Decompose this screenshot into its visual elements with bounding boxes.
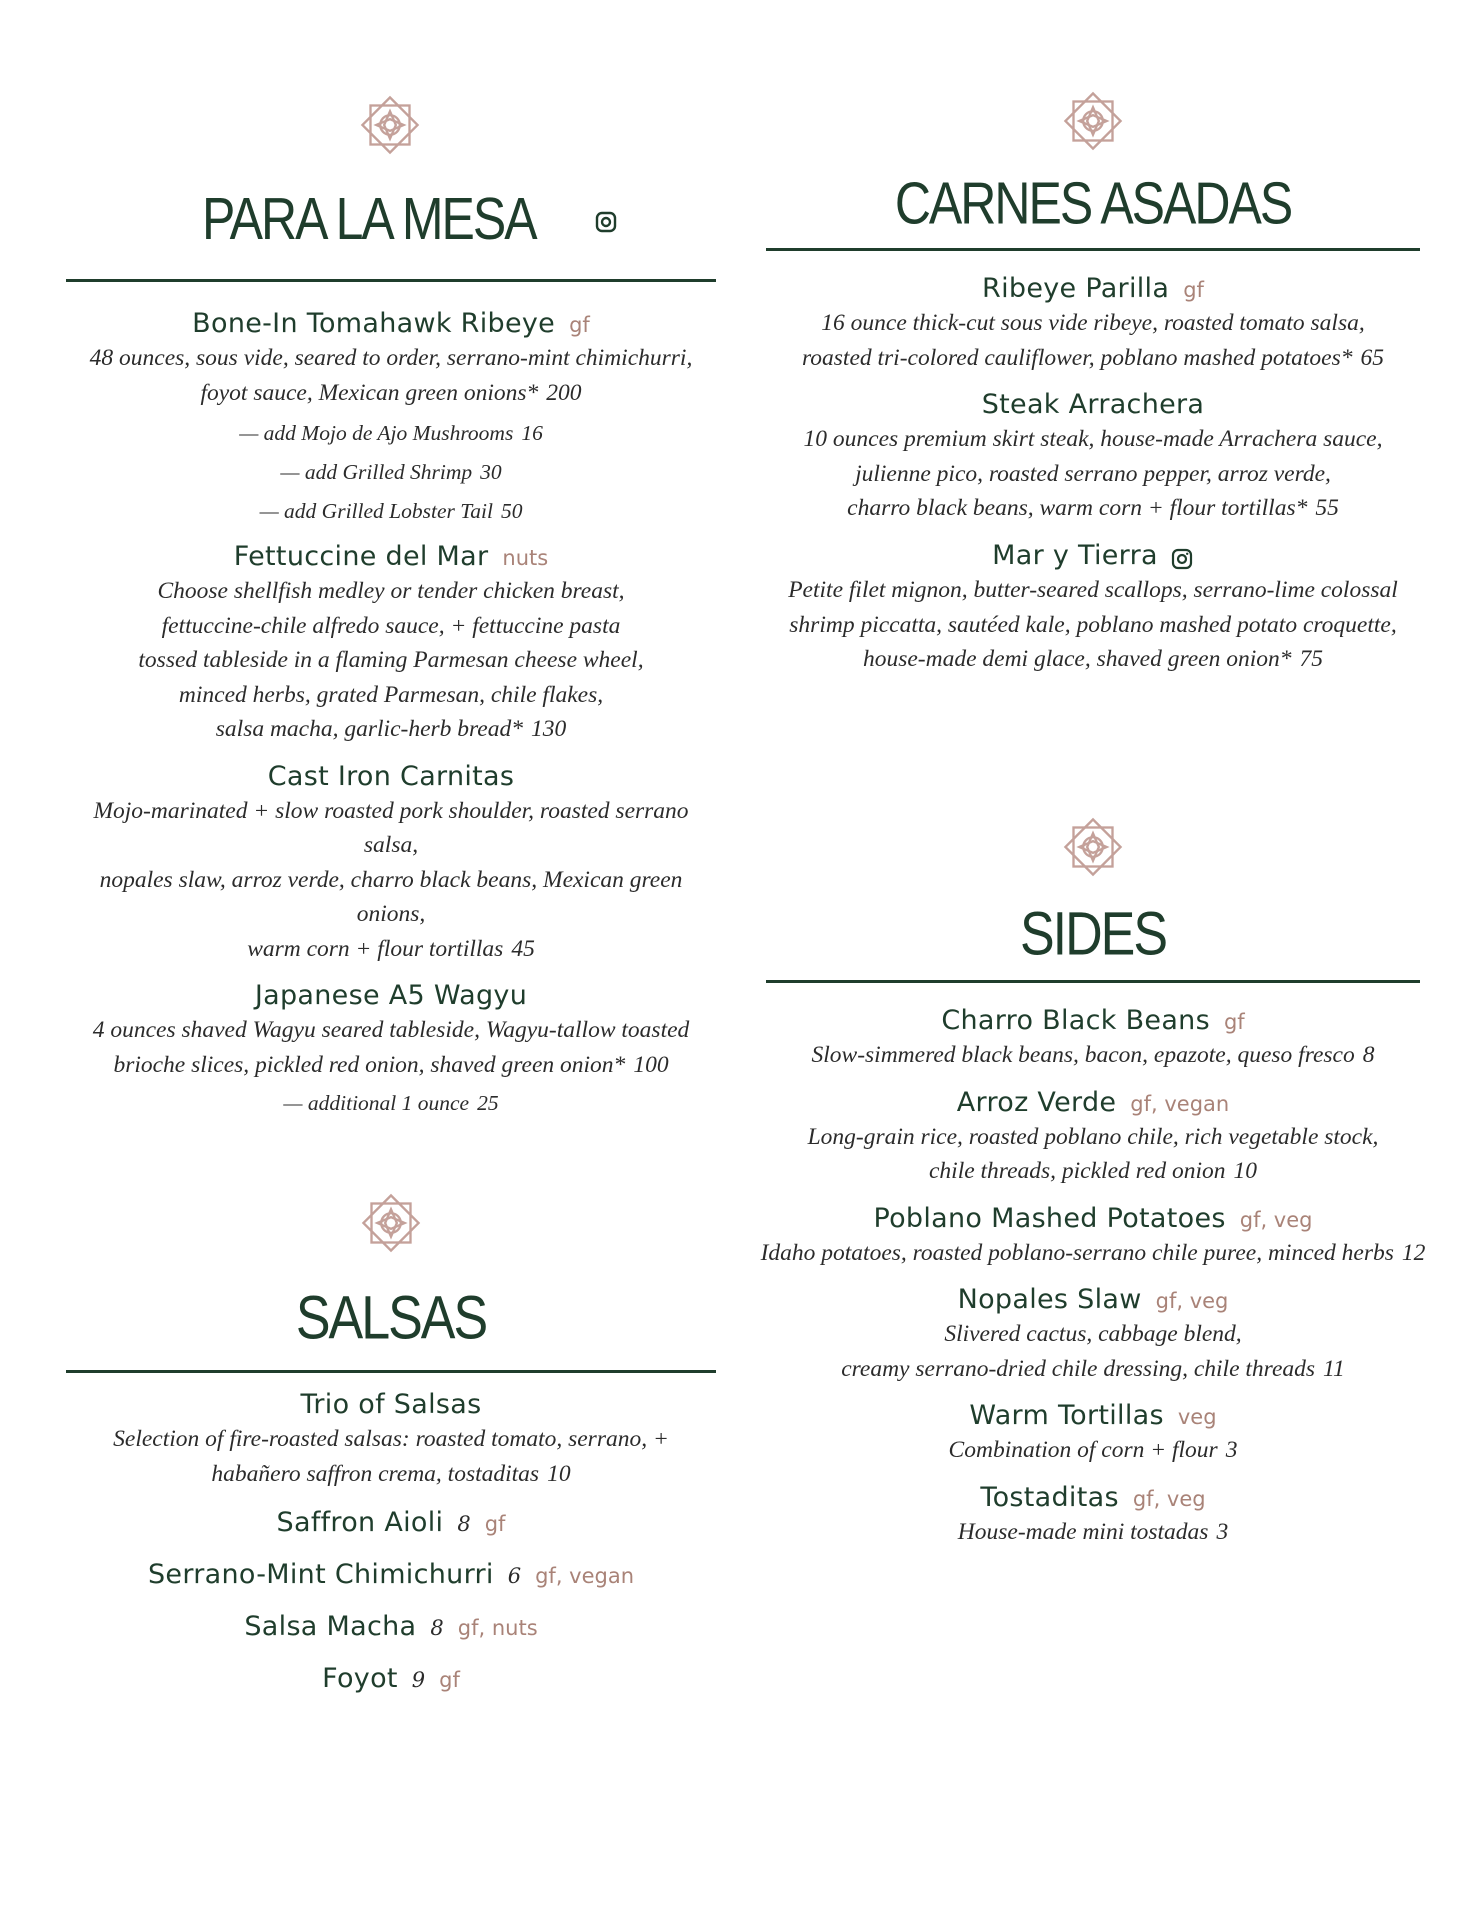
menu-item-steak-arrachera — [766, 389, 1420, 526]
menu-item-serrano-mint-chimichurri — [66, 1559, 716, 1590]
menu-item-charro-black-beans — [766, 1005, 1420, 1073]
item-price: 12 — [1401, 1239, 1426, 1266]
diet-tag: gf, veg — [1155, 1289, 1229, 1313]
desc-line: nopales slaw, arroz verde, charro black beans, Mexican green onions, — [99, 866, 683, 927]
desc-line: Petite filet mignon, butter-seared scallops, serrano-lime colossal — [788, 577, 1398, 603]
diet-tag: gf — [1223, 1010, 1245, 1034]
item-name: Saffron Aioli — [276, 1507, 444, 1538]
item-name: Warm Tortillas — [969, 1400, 1164, 1431]
menu-item-salsa-macha — [66, 1611, 716, 1642]
diet-tag: gf — [439, 1668, 460, 1692]
addon-line — [66, 492, 716, 531]
instagram-icon[interactable] — [1170, 547, 1194, 571]
item-price: 100 — [633, 1051, 669, 1078]
item-name: Steak Arrachera — [981, 389, 1205, 420]
instagram-icon[interactable] — [594, 210, 618, 234]
menu-item-arroz-verde — [766, 1087, 1420, 1189]
emblem-icon — [352, 1184, 430, 1262]
item-description — [746, 1236, 1440, 1271]
menu-item-trio-of-salsas — [66, 1389, 716, 1491]
item-name: Cast Iron Carnitas — [267, 760, 515, 792]
emblem-icon — [1054, 808, 1132, 886]
desc-line: 48 ounces, sous vide, seared to order, serrano-mint chimichurri, — [89, 345, 693, 371]
item-description — [766, 573, 1420, 677]
diet-tag: gf, nuts — [457, 1616, 538, 1640]
addon-text: — add Grilled Shrimp — [280, 460, 473, 484]
menu-item-tostaditas — [766, 1482, 1420, 1550]
item-price: 10 — [547, 1460, 571, 1487]
item-name: Nopales Slaw — [957, 1284, 1142, 1315]
item-description — [66, 1013, 716, 1082]
item-description — [766, 422, 1420, 526]
addon-line — [66, 1084, 716, 1123]
desc-line: warm corn + flour tortillas — [247, 935, 504, 962]
desc-line: fettuccine-chile alfredo sauce, + fettuccine pasta — [161, 612, 621, 639]
diet-tag: gf, vegan — [1130, 1091, 1230, 1116]
item-description — [766, 1317, 1420, 1386]
desc-line: Long-grain rice, roasted poblano chile, rich vegetable stock, — [807, 1123, 1379, 1150]
item-price: 65 — [1360, 344, 1384, 371]
section-rule — [66, 279, 716, 282]
desc-line: minced herbs, grated Parmesan, chile flakes, — [178, 681, 604, 708]
menu-item-mar-y-tierra — [766, 540, 1420, 677]
desc-line: creamy serrano-dried chile dressing, chile threads — [841, 1355, 1316, 1382]
desc-line: charro black beans, warm corn + flour tortillas* — [847, 495, 1308, 521]
item-price: 8 — [430, 1616, 444, 1640]
item-price: 75 — [1299, 646, 1324, 672]
carnes-asadas-section — [766, 82, 1420, 677]
addon-price: 25 — [477, 1091, 499, 1115]
diet-tag: gf — [1183, 278, 1204, 302]
item-price: 8 — [1362, 1042, 1375, 1068]
desc-line: chile threads, pickled red onion — [928, 1158, 1226, 1184]
menu-item-wagyu — [66, 980, 716, 1123]
item-name: Arroz Verde — [956, 1086, 1117, 1118]
item-price: 6 — [507, 1564, 522, 1588]
item-name: Poblano Mashed Potatoes — [873, 1202, 1226, 1234]
desc-line: Selection of fire-roasted salsas: roasted tomato, serrano, + — [113, 1426, 669, 1452]
item-price: 3 — [1225, 1437, 1238, 1463]
addon-price: 30 — [480, 460, 502, 484]
item-price: 130 — [530, 716, 567, 742]
item-name: Ribeye Parilla — [982, 273, 1170, 304]
menu-item-saffron-aioli — [66, 1507, 716, 1538]
desc-line: tossed tableside in a flaming Parmesan cheese wheel, — [138, 647, 644, 673]
item-name: Tostaditas — [980, 1481, 1119, 1513]
desc-line: salsa macha, garlic-herb bread* — [215, 716, 523, 742]
desc-line: foyot sauce, Mexican green onions* — [200, 379, 539, 406]
desc-line: Choose shellfish medley or tender chicken breast, — [157, 578, 625, 604]
menu-item-ribeye-parilla — [766, 273, 1420, 375]
desc-line: julienne pico, roasted serrano pepper, arroz verde, — [855, 460, 1331, 487]
item-description — [766, 1433, 1420, 1468]
para-la-mesa-section — [66, 86, 716, 1123]
menu-item-warm-tortillas — [766, 1400, 1420, 1468]
diet-tag: nuts — [502, 546, 549, 570]
menu-item-carnitas — [66, 761, 716, 967]
item-price: 3 — [1216, 1518, 1229, 1545]
menu-item-tomahawk — [66, 308, 716, 531]
item-name: Foyot — [322, 1663, 398, 1694]
item-price: 8 — [457, 1512, 471, 1536]
desc-line: house-made demi glace, shaved green onion* — [862, 646, 1292, 672]
item-price: 10 — [1233, 1158, 1257, 1184]
item-price: 55 — [1315, 495, 1339, 521]
item-price: 11 — [1323, 1355, 1345, 1382]
menu-item-foyot — [66, 1663, 716, 1694]
desc-line: 10 ounces premium skirt steak, house-made Arrachera sauce, — [803, 426, 1383, 452]
section-rule — [66, 1370, 716, 1373]
item-description — [766, 306, 1420, 375]
desc-line: Mojo-marinated + slow roasted pork shoulder, roasted serrano salsa, — [93, 797, 689, 858]
item-price: 45 — [511, 935, 535, 962]
section-rule — [766, 980, 1420, 983]
item-description — [766, 1515, 1420, 1550]
diet-tag: gf — [484, 1512, 506, 1536]
diet-tag: veg — [1177, 1405, 1217, 1429]
item-price: 9 — [411, 1668, 426, 1692]
desc-line: brioche slices, pickled red onion, shaved green onion* — [113, 1051, 626, 1078]
item-name: Salsa Macha — [244, 1611, 417, 1642]
item-name: Japanese A5 Wagyu — [254, 980, 528, 1011]
diet-tag: gf, veg — [1239, 1207, 1313, 1232]
section-title-salsas: SALSAS — [295, 1284, 487, 1353]
emblem-icon — [351, 86, 429, 164]
item-description — [766, 1120, 1420, 1189]
menu-item-poblano-mashed-potatoes — [760, 1202, 1426, 1271]
desc-line: Idaho potatoes, roasted poblano-serrano chile puree, minced herbs — [760, 1239, 1394, 1266]
salsas-section — [66, 1184, 716, 1694]
section-rule — [766, 248, 1420, 251]
item-name: Mar y Tierra — [992, 539, 1158, 571]
emblem-icon — [1054, 82, 1132, 160]
desc-line: habañero saffron crema, tostaditas — [211, 1460, 540, 1487]
desc-line: Combination of corn + flour — [948, 1437, 1218, 1463]
desc-line: Slivered cactus, cabbage blend, — [944, 1321, 1242, 1347]
desc-line: House-made mini tostadas — [957, 1518, 1209, 1545]
addon-text: — add Mojo de Ajo Mushrooms — [239, 421, 514, 445]
item-name: Charro Black Beans — [941, 1005, 1210, 1036]
item-description — [66, 794, 716, 967]
desc-line: shrimp piccatta, sautéed kale, poblano mashed potato croquette, — [789, 611, 1397, 638]
addon-price: 16 — [521, 421, 543, 445]
item-description — [766, 1038, 1420, 1073]
item-description — [66, 341, 716, 410]
item-description — [66, 1422, 716, 1491]
item-name: Serrano-Mint Chimichurri — [147, 1559, 494, 1590]
desc-line: Slow-simmered black beans, bacon, epazote, queso fresco — [811, 1042, 1355, 1068]
item-name: Fettuccine del Mar — [233, 541, 489, 572]
addon-line — [66, 453, 716, 492]
addon-text: — add Grilled Lobster Tail — [259, 499, 493, 523]
section-title-sides: SIDES — [1019, 900, 1167, 969]
menu-item-fettuccine — [66, 541, 716, 747]
addon-line — [66, 414, 716, 453]
diet-tag: gf — [569, 313, 590, 337]
section-title-carnes-asadas: CARNES ASADAS — [894, 170, 1292, 237]
diet-tag: gf, vegan — [535, 1564, 635, 1588]
menu-item-nopales-slaw — [766, 1284, 1420, 1386]
addon-text: — additional 1 ounce — [283, 1091, 470, 1115]
diet-tag: gf, veg — [1132, 1486, 1206, 1511]
addon-price: 50 — [500, 499, 523, 523]
item-name: Trio of Salsas — [300, 1389, 482, 1420]
desc-line: 4 ounces shaved Wagyu seared tableside, Wagyu-tallow toasted — [92, 1017, 690, 1043]
item-price: 200 — [546, 379, 582, 406]
sides-section — [760, 808, 1426, 1549]
desc-line: 16 ounce thick-cut sous vide ribeye, roasted tomato salsa, — [821, 310, 1365, 336]
desc-line: roasted tri-colored cauliflower, poblano mashed potatoes* — [802, 344, 1353, 371]
item-name: Bone-In Tomahawk Ribeye — [192, 308, 556, 339]
item-description — [66, 574, 716, 747]
section-title-para-la-mesa: PARA LA MESA — [202, 185, 536, 253]
